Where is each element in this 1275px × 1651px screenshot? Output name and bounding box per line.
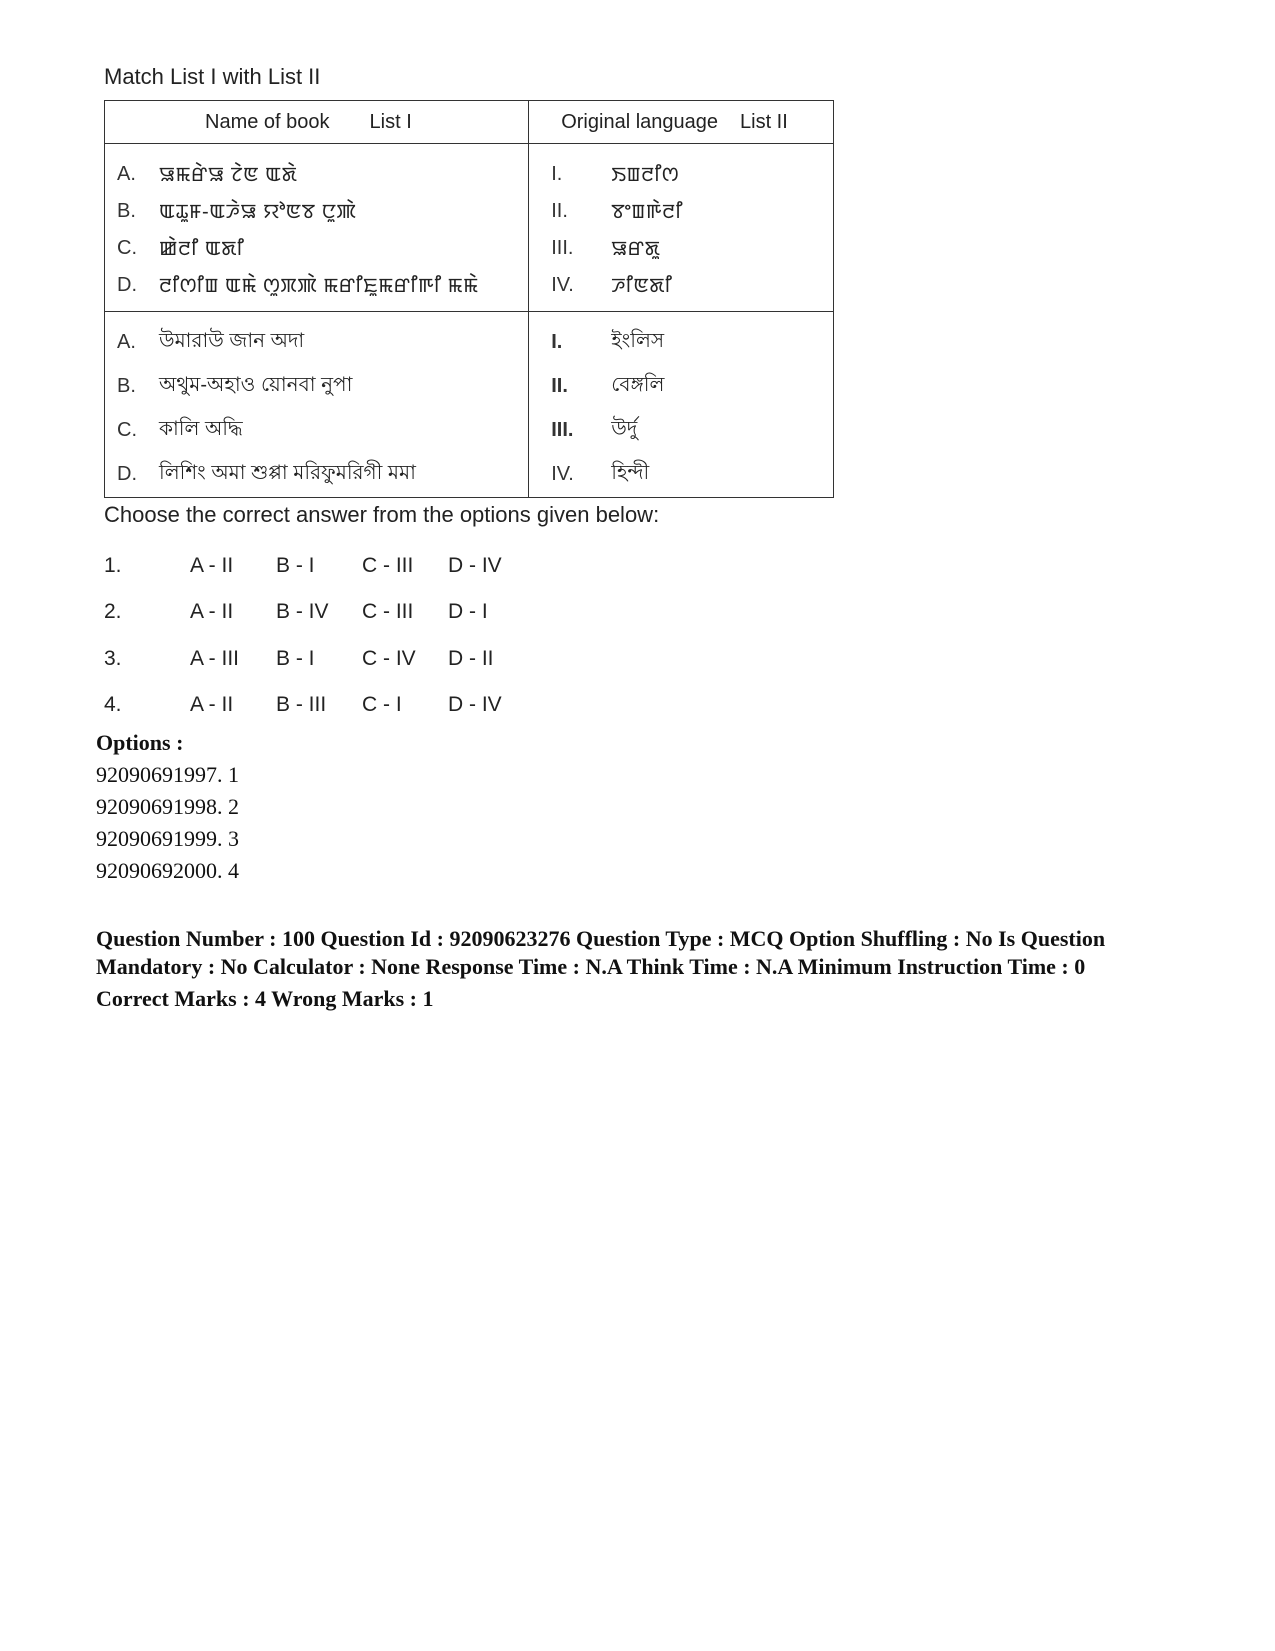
option-item-2: 92090691998. 2	[96, 794, 239, 819]
item-text: ꯎꯔꯗꯨ	[611, 238, 661, 260]
item-label: C.	[117, 418, 137, 441]
item-label: D.	[117, 462, 137, 485]
list-item	[529, 452, 833, 496]
list-item	[529, 408, 833, 452]
item-text: হিন্দী	[611, 461, 650, 484]
item-label: I.	[551, 330, 563, 353]
list-item	[105, 267, 528, 304]
answer-row-3	[104, 647, 494, 671]
list-one-cell-meitei	[105, 144, 529, 312]
answer-row-1	[104, 554, 502, 578]
answer-number: 3.	[104, 647, 122, 670]
answer-match-d: D - IV	[448, 554, 502, 577]
question-meta-line-1: Question Number : 100 Question Id : 92090623276 Question Type : MCQ Option Shuffling : No Is Question	[96, 926, 1106, 951]
options-title: Options :	[96, 730, 184, 755]
item-text: বেঙ্গলি	[611, 373, 665, 396]
item-label: III.	[551, 237, 574, 259]
list-item	[105, 408, 528, 452]
list-item	[105, 364, 528, 408]
answer-match-c: C - I	[362, 693, 402, 716]
item-text: ꯕꯦꯡꯒꯥꯂꯤ	[611, 201, 683, 223]
item-label: B.	[117, 374, 136, 397]
item-label: III.	[551, 418, 574, 441]
list-item	[529, 230, 833, 267]
list-item	[105, 230, 528, 267]
list-item	[105, 193, 528, 230]
answer-row-4	[104, 693, 502, 717]
list-item	[529, 267, 833, 304]
item-label: D.	[117, 274, 137, 296]
item-label: A.	[117, 163, 136, 185]
answer-match-b: B - I	[276, 554, 315, 577]
answer-number: 2.	[104, 600, 122, 623]
list-item	[529, 193, 833, 230]
item-label: IV.	[551, 274, 574, 296]
item-text: ꯎꯃꯔꯥꯎ ꯖꯥꯟ ꯑꯗꯥ	[159, 164, 298, 186]
item-label: II.	[551, 200, 568, 222]
list-one-header-name: Name of book	[205, 110, 330, 133]
list-item	[529, 320, 833, 364]
list-two-header-name: Original language	[561, 110, 718, 133]
answer-match-c: C - III	[362, 600, 414, 623]
list-item	[105, 156, 528, 193]
item-label: I.	[551, 163, 563, 185]
item-text: ꯂꯤꯁꯤꯡ ꯑꯃꯥ ꯁꯨꯞꯄꯥ ꯃꯔꯤꯐꯨꯃꯔꯤꯒꯤ ꯃꯃꯥ	[159, 275, 479, 297]
item-label: A.	[117, 330, 136, 353]
question-meta-line-2: Mandatory : No Calculator : None Response Time : N.A Think Time : N.A Minimum Instruction Time : 0	[96, 954, 1086, 979]
answer-match-a: A - III	[190, 647, 240, 670]
item-text: উমারাউ জান অদা	[159, 329, 305, 352]
answer-match-d: D - IV	[448, 693, 502, 716]
list-item	[529, 364, 833, 408]
list-one-header-list: List I	[369, 110, 412, 133]
question-heading: Match List I with List II	[104, 64, 321, 89]
answer-match-b: B - IV	[276, 600, 329, 623]
answer-match-a: A - II	[190, 554, 234, 577]
item-text: লিশিং অমা শুপ্পা মরিফুমরিগী মমা	[159, 461, 416, 484]
item-text: উর্দু	[611, 417, 638, 440]
table-section-bengali	[105, 312, 834, 498]
answer-row-2	[104, 600, 488, 624]
table-header-row	[105, 101, 834, 144]
list-item	[529, 156, 833, 193]
answer-match-a: A - II	[190, 600, 234, 623]
list-two-header	[529, 101, 834, 144]
list-item	[105, 320, 528, 364]
list-two-header-list: List II	[740, 110, 788, 133]
list-one-header	[105, 101, 529, 144]
item-text: ꯏꯡꯂꯤꯁ	[611, 164, 680, 186]
choose-instruction: Choose the correct answer from the options given below:	[104, 502, 660, 527]
item-label: IV.	[551, 462, 574, 485]
answer-match-a: A - II	[190, 693, 234, 716]
answer-match-d: D - II	[448, 647, 494, 670]
answer-match-c: C - III	[362, 554, 414, 577]
item-text: কালি অদ্ধি	[159, 417, 243, 440]
answer-match-b: B - I	[276, 647, 315, 670]
option-item-4: 92090692000. 4	[96, 858, 239, 883]
list-item	[105, 452, 528, 496]
match-table	[104, 100, 834, 498]
list-two-cell-bengali	[529, 312, 834, 498]
option-item-1: 92090691997. 1	[96, 762, 239, 787]
answer-number: 1.	[104, 554, 122, 577]
item-text: অথুম-অহাও য়োনবা নুপা	[159, 373, 353, 396]
list-two-cell-meitei	[529, 144, 834, 312]
item-text: ꯀꯥꯂꯤ ꯑꯗꯤ	[159, 238, 245, 260]
item-label: B.	[117, 200, 136, 222]
question-meta-line-3: Correct Marks : 4 Wrong Marks : 1	[96, 986, 434, 1011]
item-text: ꯍꯤꯟꯗꯤ	[611, 275, 673, 297]
item-text: ꯑꯊꯨꯝ-ꯑꯍꯥꯎ ꯌꯣꯟꯕ ꯅꯨꯄꯥ	[159, 201, 357, 223]
answer-number: 4.	[104, 693, 122, 716]
answer-match-b: B - III	[276, 693, 327, 716]
item-label: C.	[117, 237, 137, 259]
item-text: ইংলিস	[611, 329, 665, 352]
item-label: II.	[551, 374, 568, 397]
option-item-3: 92090691999. 3	[96, 826, 239, 851]
list-one-cell-bengali	[105, 312, 529, 498]
table-section-meitei	[105, 144, 834, 312]
answer-match-c: C - IV	[362, 647, 416, 670]
answer-match-d: D - I	[448, 600, 488, 623]
